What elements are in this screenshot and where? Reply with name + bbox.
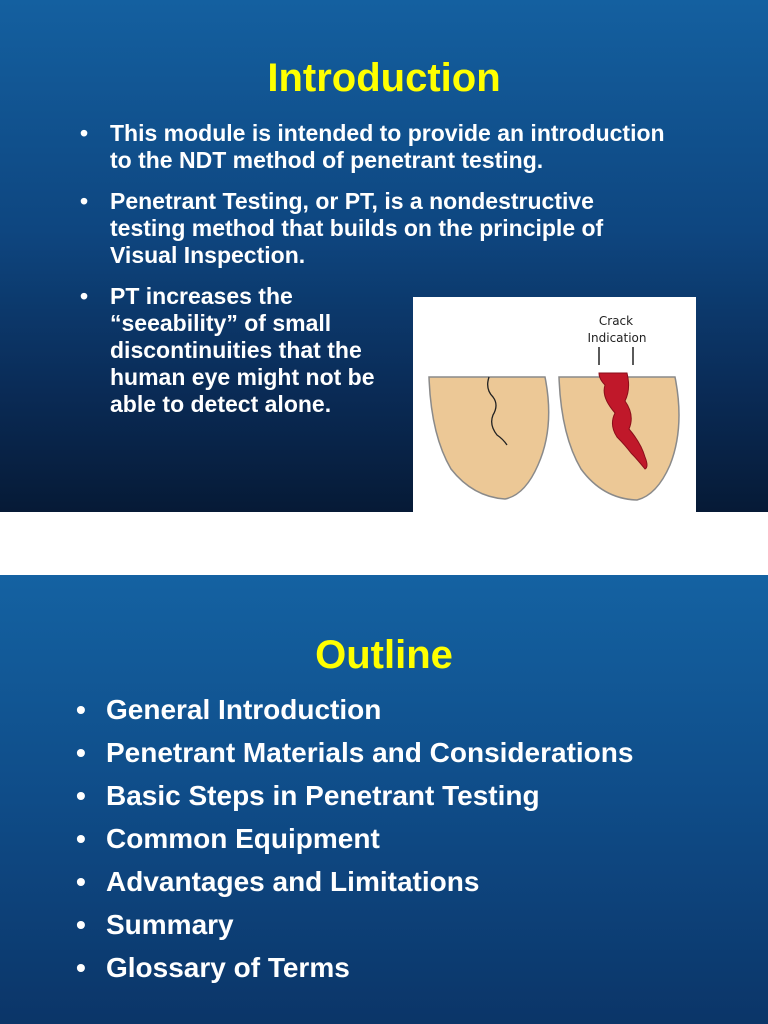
outline-item: • Advantages and Limitations [106, 860, 746, 903]
bullet-item: • This module is intended to provide an introduction to the NDT method of penetrant testing. [80, 120, 665, 173]
bullet-icon: • [76, 952, 86, 983]
bullet-icon: • [76, 694, 86, 725]
bullet-icon: • [80, 283, 89, 309]
bullet-icon: • [76, 866, 86, 897]
outline-item: • Common Equipment [106, 817, 746, 860]
bullet-icon: • [76, 909, 86, 940]
slide-title: Outline [315, 633, 453, 677]
indication-label: Indication [587, 331, 647, 345]
outline-item: • Summary [106, 903, 746, 946]
outline-item: • Glossary of Terms [106, 946, 746, 989]
slide-title: Introduction [267, 56, 501, 100]
crack-indication-figure [413, 297, 696, 512]
slide-outline [0, 575, 768, 1024]
outline-item: • Penetrant Materials and Considerations [106, 731, 746, 774]
bullet-icon: • [76, 737, 86, 768]
outline-item: • Basic Steps in Penetrant Testing [106, 774, 746, 817]
bullet-icon: • [80, 120, 89, 146]
slide-separator [0, 512, 768, 575]
bullet-item: • Penetrant Testing, or PT, is a nondestructive testing method that builds on the principle of Visual Inspection. [80, 188, 604, 268]
crack-label: Crack [598, 314, 634, 328]
bullet-icon: • [76, 780, 86, 811]
metal-specimen-left [429, 377, 549, 499]
bullet-icon: • [76, 823, 86, 854]
crack-diagram [413, 297, 696, 512]
outline-item: • General Introduction [106, 688, 746, 731]
bullet-icon: • [80, 188, 89, 214]
bullet-item: • PT increases the “seeability” of small discontinuities that the human eye might not be able to detect alone. [80, 283, 375, 417]
outline-list [76, 688, 746, 989]
